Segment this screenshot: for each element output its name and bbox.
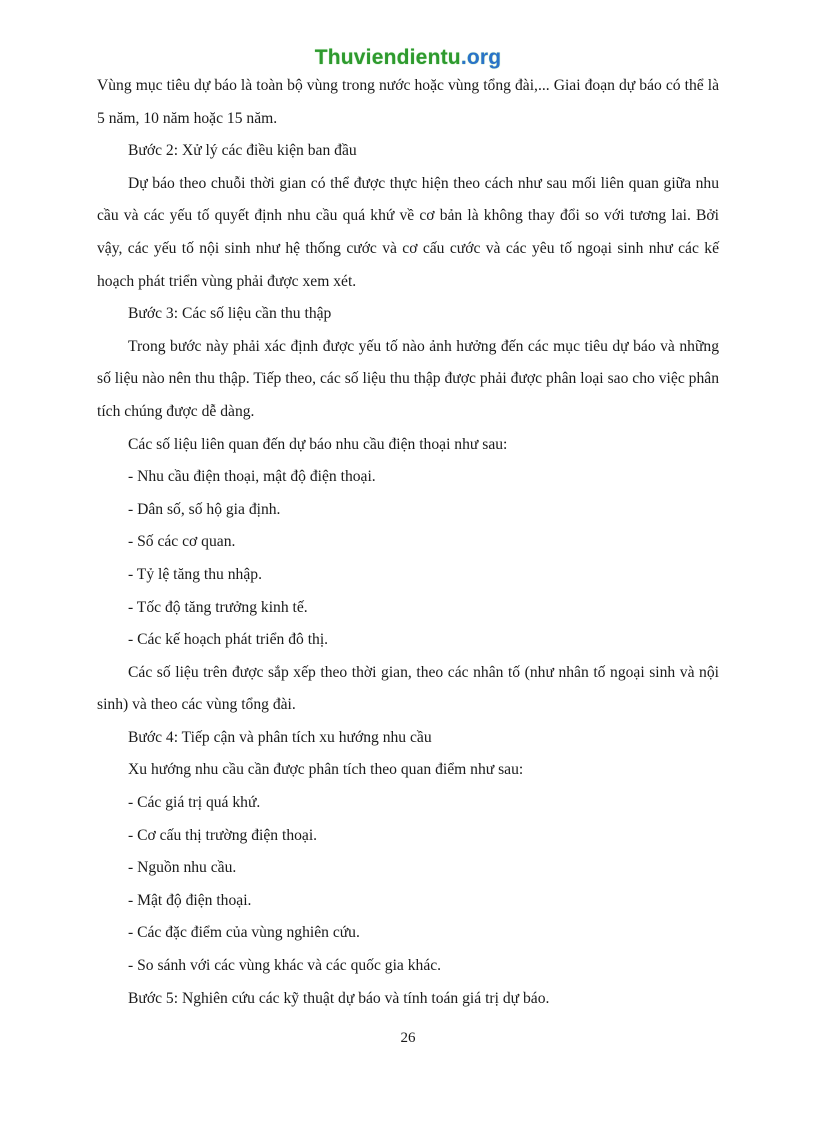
paragraph-trend-intro: Xu hướng nhu cầu cần được phân tích theo quan điểm như sau: — [128, 761, 524, 779]
watermark-text: Thuviendientu — [314, 46, 461, 69]
list-item: - Dân số, số hộ gia định. — [128, 500, 281, 518]
list-item: - Nhu cầu điện thoại, mật độ điện thoại. — [128, 468, 376, 486]
step-5-heading: Bước 5: Nghiên cứu các kỹ thuật dự báo và tính toán giá trị dự báo. — [128, 989, 550, 1007]
list-item: - Nguồn nhu cầu. — [128, 859, 237, 877]
list-item: - Tỷ lệ tăng thu nhập. — [128, 565, 262, 583]
step-3-heading: Bước 3: Các số liệu cần thu thập — [128, 305, 332, 323]
paragraph-data-collection: Trong bước này phải xác định được yếu tố nào ảnh hưởng đến các mục tiêu dự báo và những số liệu nào nên thu thập. Tiếp theo, các số liệu thu thập được phải được phân loại sao cho việc phân tích chúng được dễ dàng. — [97, 337, 719, 420]
site-watermark — [0, 46, 816, 70]
watermark-suffix: .org — [460, 46, 502, 69]
document-body — [97, 70, 719, 1015]
list-item: - Các kế hoạch phát triển đô thị. — [128, 631, 329, 649]
list-item: - Các đặc điểm của vùng nghiên cứu. — [128, 924, 360, 942]
paragraph-data-arrangement: Các số liệu trên được sắp xếp theo thời gian, theo các nhân tố (như nhân tố ngoại sinh và nội sinh) và theo các vùng tổng đài. — [97, 663, 719, 714]
list-item: - Các giá trị quá khứ. — [128, 794, 261, 812]
step-2-heading: Bước 2: Xử lý các điều kiện ban đầu — [128, 142, 357, 160]
paragraph-time-series: Dự báo theo chuỗi thời gian có thể được thực hiện theo cách như sau mối liên quan giữa nhu cầu và các yếu tố quyết định nhu cầu quá khứ về cơ bản là không thay đổi so với tương lai. Bởi vậy, các yếu tố nội sinh như hệ thống cước và cơ cấu cước và các yêu tố ngoại sinh như các kế hoạch phát triển vùng phải được xem xét. — [97, 174, 719, 290]
list-item: - Tốc độ tăng trưởng kinh tế. — [128, 598, 308, 616]
list-item: - Số các cơ quan. — [128, 533, 236, 551]
paragraph-data-list-intro: Các số liệu liên quan đến dự báo nhu cầu điện thoại như sau: — [128, 435, 508, 453]
list-item: - Mật độ điện thoại. — [128, 891, 252, 909]
list-item: - So sánh với các vùng khác và các quốc gia khác. — [128, 957, 442, 975]
list-item: - Cơ cấu thị trường điện thoại. — [128, 826, 318, 844]
page-number: 26 — [400, 1030, 416, 1046]
step-4-heading: Bước 4: Tiếp cận và phân tích xu hướng nhu cầu — [128, 728, 432, 746]
paragraph-region-period: Vùng mục tiêu dự báo là toàn bộ vùng trong nước hoặc vùng tổng đài,... Giai đoạn dự báo có thể là 5 năm, 10 năm hoặc 15 năm. — [97, 77, 719, 127]
